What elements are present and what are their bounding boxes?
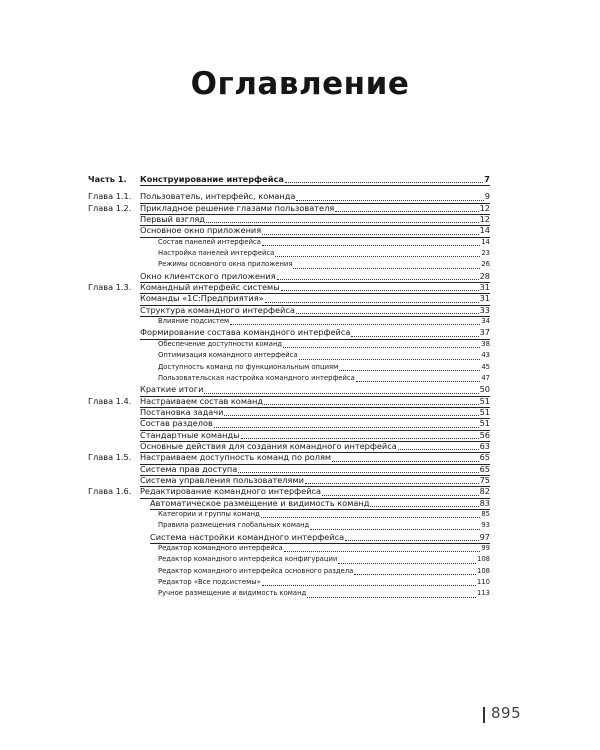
toc-chapter-number: Глава 1.3. <box>88 282 132 293</box>
toc-page-number: 43 <box>481 351 490 360</box>
toc-entry-body <box>158 509 490 520</box>
toc-chapter-number: Глава 1.2. <box>88 202 132 213</box>
toc-entry-body <box>158 350 490 361</box>
toc-chapter-number: Глава 1.5. <box>88 452 132 463</box>
toc-entry-body <box>158 259 490 270</box>
toc-page-number: 83 <box>479 497 490 508</box>
toc-entry-body <box>140 174 490 186</box>
toc-entry-title: Влияние подсистем <box>158 317 230 326</box>
toc-entry-title: Стандартные команды <box>140 429 240 440</box>
toc-entry[interactable] <box>88 305 490 316</box>
toc-entry-title: Формирование состава командного интерфейса <box>140 327 351 338</box>
toc-entry[interactable] <box>88 543 490 554</box>
toc-entry-title: Система настройки командного интерфейса <box>150 531 345 542</box>
toc-entry-title: Редактор командного интерфейса конфигурации <box>158 555 338 564</box>
toc-entry[interactable] <box>88 509 490 520</box>
toc-page-number: 26 <box>481 260 490 269</box>
toc-entry-title: Настраиваем состав команд <box>140 395 264 406</box>
toc-chapter-number: Глава 1.1. <box>88 191 132 202</box>
toc-entry-title: Обеспечение доступности команд <box>158 339 283 348</box>
toc-dot-leader <box>307 597 476 598</box>
toc-entry[interactable] <box>88 203 490 214</box>
toc-entry[interactable] <box>88 214 490 225</box>
toc-entry-title: Команды «1С:Предприятия» <box>140 293 264 304</box>
toc-page-number: 51 <box>479 406 490 417</box>
toc-chapter-number: Глава 1.6. <box>88 486 132 497</box>
toc-dot-leader <box>204 393 478 394</box>
toc-entry-title: Окно клиентского приложения <box>140 270 276 281</box>
toc-entry[interactable] <box>88 293 490 304</box>
toc-entry-title: Конструирование интерфейса <box>140 174 284 184</box>
toc-dot-leader <box>264 404 479 405</box>
toc-entry[interactable] <box>88 225 490 236</box>
toc-entry[interactable] <box>88 282 490 293</box>
toc-page-number: 51 <box>479 395 490 406</box>
toc-entry-body <box>158 237 490 248</box>
toc-entry-title: Правила размещения глобальных команд <box>158 521 310 530</box>
toc-dot-leader <box>238 472 478 473</box>
toc-entry-body <box>158 554 490 565</box>
toc-entry[interactable] <box>88 486 490 497</box>
toc-entry[interactable] <box>88 271 490 282</box>
toc-entry[interactable] <box>88 237 490 248</box>
toc-entry[interactable] <box>88 554 490 565</box>
toc-page-number: 14 <box>479 225 490 236</box>
toc-entry[interactable] <box>88 362 490 373</box>
toc-entry-title: Краткие итоги <box>140 384 204 395</box>
toc-dot-leader <box>338 563 476 564</box>
toc-page-number: 51 <box>479 418 490 429</box>
toc-entry[interactable] <box>88 339 490 350</box>
toc-entry-title: Настройка панелей интерфейса <box>158 249 275 258</box>
toc-entry[interactable] <box>88 316 490 327</box>
toc-entry-title: Первый взгляд <box>140 214 205 225</box>
toc-dot-leader <box>351 336 478 337</box>
toc-entry-body <box>158 316 490 327</box>
toc-dot-leader <box>277 279 479 280</box>
toc-entry-title: Настраиваем доступность команд по ролям <box>140 452 332 463</box>
toc-dot-leader <box>293 268 480 269</box>
toc-chapter-number: Глава 1.4. <box>88 395 132 406</box>
toc-dot-leader <box>284 551 481 552</box>
toc-entry-title: Редактор командного интерфейса основного раздела <box>158 566 354 575</box>
toc-entry-title: Основное окно приложения <box>140 225 262 236</box>
toc-dot-leader <box>299 359 481 360</box>
toc-dot-leader <box>206 222 479 223</box>
toc-page-number: 56 <box>479 429 490 440</box>
toc-chapter-number: Часть 1. <box>88 174 127 184</box>
page-number <box>484 704 521 722</box>
toc-entry[interactable] <box>88 532 490 543</box>
toc-dot-leader <box>339 370 480 371</box>
toc-dot-leader <box>335 211 478 212</box>
toc-entry-title: Состав разделов <box>140 418 213 429</box>
toc-entry-title: Система управления пользователями <box>140 474 304 485</box>
toc-entry-title: Пользовательская настройка командного интерфейса <box>158 373 355 382</box>
toc-dot-leader <box>262 585 476 586</box>
toc-page-number: 65 <box>479 452 490 463</box>
toc-entry[interactable] <box>88 464 490 475</box>
toc-entry[interactable] <box>88 384 490 395</box>
toc-entry[interactable] <box>88 520 490 531</box>
toc-dot-leader <box>322 495 479 496</box>
toc-entry[interactable] <box>88 259 490 270</box>
toc-dot-leader <box>275 256 480 257</box>
toc-entry[interactable] <box>88 498 490 509</box>
toc-page-number: 9 <box>484 191 490 202</box>
toc-page-number: 28 <box>479 270 490 281</box>
toc-entry-title: Командный интерфейс системы <box>140 282 280 293</box>
toc-entry-title: Система прав доступа <box>140 463 238 474</box>
toc-dot-leader <box>285 182 483 183</box>
toc-entry-title: Категории и группы команд <box>158 509 260 518</box>
toc-dot-leader <box>345 540 478 541</box>
toc-dot-leader <box>398 449 479 450</box>
toc-dot-leader <box>241 438 479 439</box>
toc-page-number: 38 <box>481 339 490 348</box>
toc-entry-body <box>158 362 490 373</box>
toc-entry-title: Прикладное решение глазами пользователя <box>140 202 335 213</box>
toc-page-number: 33 <box>479 304 490 315</box>
toc-dot-leader <box>230 324 480 325</box>
toc-entry[interactable] <box>88 174 490 185</box>
toc-dot-leader <box>332 461 478 462</box>
page-number-text: 895 <box>491 704 522 722</box>
toc-entry[interactable] <box>88 407 490 418</box>
toc-dot-leader <box>261 517 481 518</box>
toc-dot-leader <box>224 415 478 416</box>
toc-entry[interactable] <box>88 373 490 384</box>
table-of-contents <box>88 174 490 600</box>
toc-page-number: 63 <box>479 440 490 451</box>
toc-page-number: 7 <box>484 174 490 184</box>
toc-entry[interactable] <box>88 577 490 588</box>
toc-page-number: 93 <box>481 521 490 530</box>
toc-entry-body <box>158 248 490 259</box>
toc-page-number: 14 <box>481 237 490 246</box>
toc-dot-leader <box>354 574 476 575</box>
toc-entry[interactable] <box>88 430 490 441</box>
toc-entry-title: Постановка задачи <box>140 406 224 417</box>
toc-entry[interactable] <box>88 418 490 429</box>
toc-page-number: 85 <box>481 509 490 518</box>
toc-dot-leader <box>310 529 480 530</box>
toc-entry-body <box>158 543 490 554</box>
toc-entry-title: Режимы основного окна приложения <box>158 260 293 269</box>
toc-entry[interactable] <box>88 350 490 361</box>
toc-entry-title: Оптимизация командного интерфейса <box>158 351 298 360</box>
toc-page-number: 12 <box>479 214 490 225</box>
toc-entry[interactable] <box>88 396 490 407</box>
toc-entry[interactable] <box>88 248 490 259</box>
toc-page-number: 47 <box>481 373 490 382</box>
toc-entry[interactable] <box>88 452 490 463</box>
toc-page-number: 34 <box>481 317 490 326</box>
toc-entry-body <box>158 339 490 350</box>
toc-dot-leader <box>262 234 478 235</box>
toc-page-number: 97 <box>479 531 490 542</box>
toc-page-number: 45 <box>481 362 490 371</box>
toc-page-number: 108 <box>477 555 490 564</box>
toc-entry-title: Состав панелей интерфейса <box>158 237 261 246</box>
toc-entry-title: Редактор «Все подсистемы» <box>158 578 261 587</box>
toc-page-number: 108 <box>477 566 490 575</box>
toc-page-number: 37 <box>479 327 490 338</box>
toc-page-number: 31 <box>479 282 490 293</box>
toc-dot-leader <box>262 245 480 246</box>
toc-dot-leader <box>296 200 483 201</box>
toc-entry-title: Ручное размещение и видимость команд <box>158 589 307 598</box>
toc-dot-leader <box>214 427 479 428</box>
toc-entry[interactable] <box>88 441 490 452</box>
toc-dot-leader <box>370 506 478 507</box>
toc-page-number: 12 <box>479 202 490 213</box>
toc-page-number: 50 <box>479 384 490 395</box>
page-title: Оглавление <box>190 66 410 102</box>
toc-dot-leader <box>265 302 479 303</box>
toc-dot-leader <box>281 290 479 291</box>
toc-entry[interactable] <box>88 588 490 599</box>
toc-entry-body <box>158 520 490 531</box>
toc-page-number: 65 <box>479 463 490 474</box>
toc-entry-title: Пользователь, интерфейс, команда <box>140 191 296 202</box>
toc-page-number: 82 <box>479 486 490 497</box>
toc-entry-title: Структура командного интерфейса <box>140 304 295 315</box>
toc-page-number: 99 <box>481 544 490 552</box>
toc-entry-body <box>158 577 490 588</box>
toc-entry-title: Редактирование командного интерфейса <box>140 486 322 497</box>
toc-page-number: 113 <box>477 589 490 598</box>
toc-page-number: 31 <box>479 293 490 304</box>
toc-entry[interactable] <box>88 566 490 577</box>
toc-dot-leader <box>356 381 481 382</box>
toc-page-number: 110 <box>477 578 490 587</box>
toc-dot-leader <box>305 483 479 484</box>
toc-entry[interactable] <box>88 475 490 486</box>
toc-entry[interactable] <box>88 327 490 338</box>
toc-page-number: 75 <box>479 474 490 485</box>
toc-entry-body <box>158 588 490 599</box>
toc-page-number: 23 <box>481 249 490 258</box>
toc-dot-leader <box>283 347 480 348</box>
toc-entry-title: Доступность команд по функциональным опциям <box>158 362 339 371</box>
toc-dot-leader <box>296 313 479 314</box>
toc-entry-body <box>158 373 490 384</box>
toc-entry-title: Редактор командного интерфейса <box>158 544 283 552</box>
toc-entry[interactable] <box>88 191 490 202</box>
toc-entry-body <box>158 566 490 577</box>
toc-entry-title: Основные действия для создания командного интерфейса <box>140 440 397 451</box>
toc-entry-title: Автоматическое размещение и видимость команд <box>150 497 370 508</box>
